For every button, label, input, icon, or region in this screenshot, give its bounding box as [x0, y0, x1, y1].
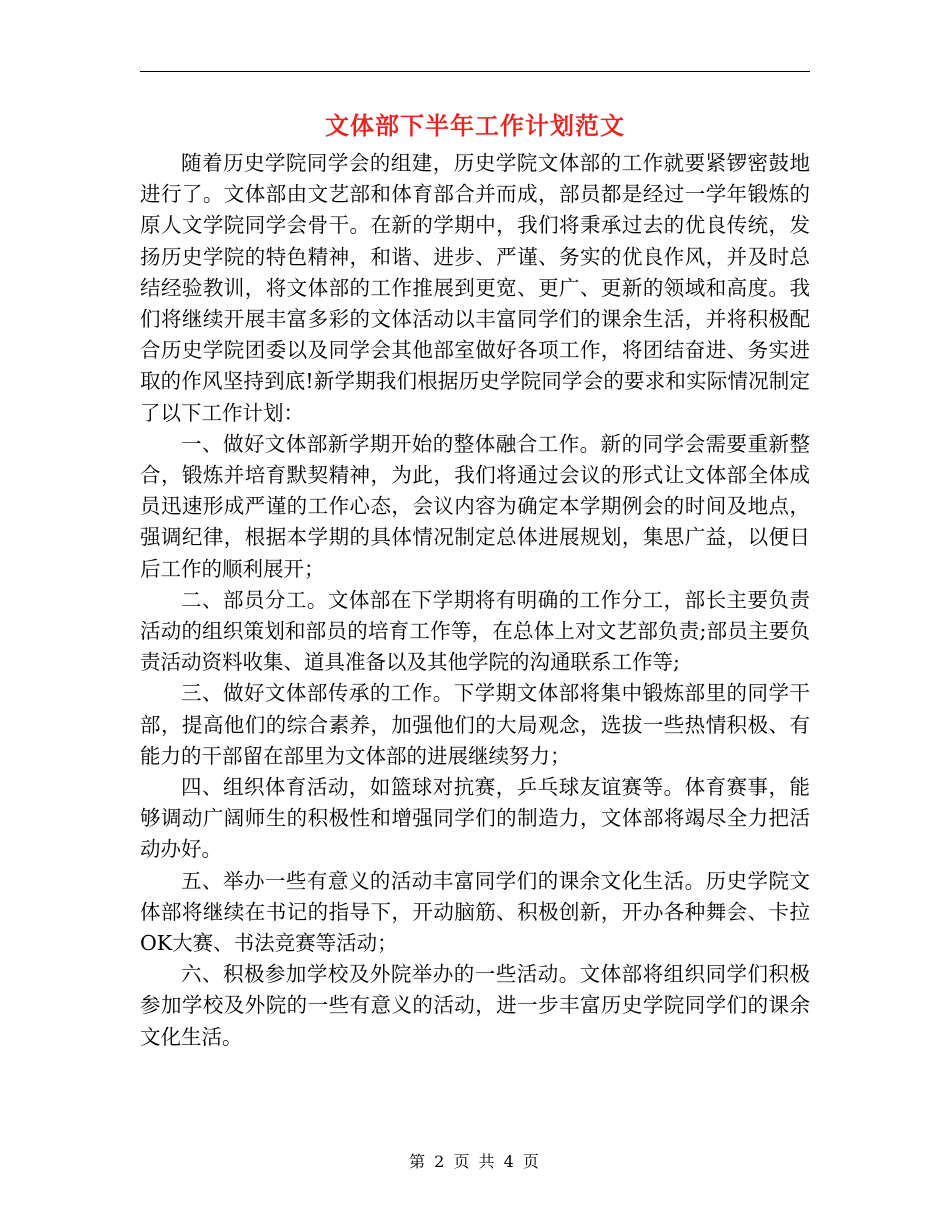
document-body [140, 148, 810, 1053]
header-rule [140, 71, 810, 72]
paragraph-item-2: 二、部员分工。文体部在下学期将有明确的工作分工，部长主要负责活动的组织策划和部员的培育工作等，在总体上对文艺部负责;部员主要负责活动资料收集、道具准备以及其他学院的沟通联系工作等; [140, 587, 810, 675]
paragraph-item-4: 四、组织体育活动，如篮球对抗赛，乒乓球友谊赛等。体育赛事，能够调动广阔师生的积极性和增强同学们的制造力，文体部将竭尽全力把活动办好。 [140, 775, 810, 862]
page-number: 第 2 页 共 4 页 [409, 1152, 541, 1171]
paragraph-item-1: 一、做好文体部新学期开始的整体融合工作。新的同学会需要重新整合，锻炼并培育默契精神，为此，我们将通过会议的形式让文体部全体成员迅速形成严谨的工作心态，会议内容为确定本学期例会的时间及地点，强调纪律，根据本学期的具体情况制定总体进展规划，集思广益，以便日后工作的顺利展开； [140, 431, 810, 581]
paragraph-item-5: 五、举办一些有意义的活动丰富同学们的课余文化生活。历史学院文体部将继续在书记的指导下，开动脑筋、积极创新，开办各种舞会、卡拉OK大赛、书法竞赛等活动； [140, 868, 810, 956]
paragraph-item-6: 六、积极参加学校及外院举办的一些活动。文体部将组织同学们积极参加学校及外院的一些有意义的活动，进一步丰富历史学院同学们的课余文化生活。 [140, 962, 810, 1049]
paragraph-intro: 随着历史学院同学会的组建，历史学院文体部的工作就要紧锣密鼓地进行了。文体部由文艺部和体育部合并而成，部员都是经过一学年锻炼的原人文学院同学会骨干。在新的学期中，我们将秉承过去的优良传统，发扬历史学院的特色精神，和谐、进步、严谨、务实的优良作风，并及时总结经验教训，将文体部的工作推展到更宽、更广、更新的领域和高度。我们将继续开展丰富多彩的文体活动以丰富同学们的课余生活，并将积极配合历史学院团委以及同学会其他部室做好各项工作，将团结奋进、务实进取的作风坚持到底!新学期我们根据历史学院同学会的要求和实际情况制定了以下工作计划： [140, 151, 810, 425]
paragraph-item-3: 三、做好文体部传承的工作。下学期文体部将集中锻炼部里的同学干部，提高他们的综合素养，加强他们的大局观念，选拔一些热情积极、有能力的干部留在部里为文体部的进展继续努力； [140, 681, 810, 768]
document-title: 文体部下半年工作计划范文 [325, 111, 625, 140]
